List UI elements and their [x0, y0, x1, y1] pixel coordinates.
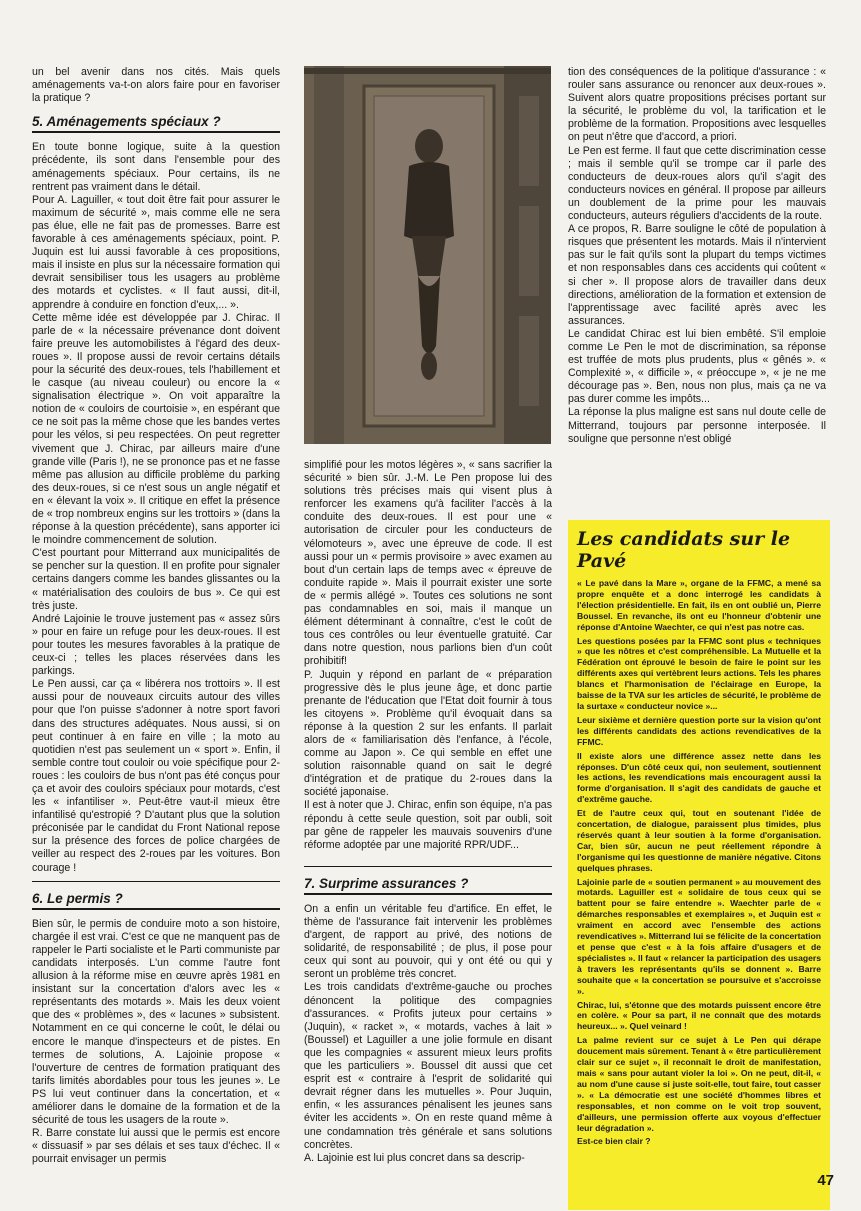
section-divider — [304, 866, 552, 867]
section-7-heading: 7. Surprime assurances ? — [304, 877, 552, 895]
section-5-paragraph: André Lajoinie le trouve justement pas « assez sûrs » pour en faire un refuge pour les deux-roues. Il est pour toutes les mesures favorables à la pratique de ceux-ci ; telles les places réservées dans les parkings. — [32, 612, 280, 678]
sidebar-paragraph: Les questions posées par la FFMC sont plus « techniques » que les nôtres et c'est compréhensible. La Mutuelle et la Fédération ont éprouvé le besoin de faire le point sur les différents axes qui vertèbrent leurs actions. Tels les phares blancs et l'harmonisation de l'éclairage en Europe, la baisse de la TVA sur les articles de sécurité, le problème de la surtaxe « conducteur novice »... — [577, 635, 821, 711]
section-6-paragraph: simplifié pour les motos légères », « sans sacrifier la sécurité » bien sûr. J.-M. Le Pen propose lui des solutions très précises mais qui visent plus à renforcer les examens qu'à faciliter l'accès à la conduite des deux-roues. Il est pour une « autorisation de circuler pour les conducteurs de vélomoteurs », avec une épreuve de code. Il est aussi pour un « permis provisoire » avec examen au bout d'un certain laps de temps avec « épreuve de conduite rapide ». Mais il pourrait exister une sorte de « permis allégé ». Toutes ces solutions ne sont pas condamnables en soi, mais il manque un élément déterminant à connaître, c'est le coût de tous ces contrôles ou leur éventuelle gratuité. Car dans notre question, nous parlions bien d'un coût prohibitif! — [304, 459, 552, 668]
section-6-paragraph: P. Juquin y répond en parlant de « préparation progressive dès le plus jeune âge, et donc partie prenante de l'éducation que l'Etat doit fournir à tous les citoyens ». Problème qu'il évoquait dans sa réponse à la question 2 sur les enfants. Il parlait alors de « familiarisation dès l'enfance, à l'école, comme au Japon ». Ce qui semble en effet une solution raisonnable quand on sait le degré d'intégration et de pratique du 2-roues dans la société japonaise. — [304, 668, 552, 799]
section-5-paragraph: En toute bonne logique, suite à la question précédente, ils sont dans l'ensemble pour des aménagements spéciaux. Pour certains, ils ne rentrent pas vraiment dans le détail. — [32, 141, 280, 193]
section-7-paragraph: Le candidat Chirac est lui bien embêté. S'il emploie comme Le Pen le mot de discrimination, sa réponse est truffée de mots plus prudents, plus « gênés ». « Complexité », « difficile », « préoccupe », « je ne me décourage pas ». Ben, nous non plus, mais ça ne va pas durer comme les impôts... — [568, 327, 826, 406]
sidebar-box — [568, 520, 830, 1210]
sidebar-paragraph: Chirac, lui, s'étonne que des motards puissent encore être en colère. « Pour sa part, il ne connaît que des motards heureux... ». Quel veinard ! — [577, 999, 821, 1032]
section-7-paragraph: On a enfin un véritable feu d'artifice. En effet, le thème de l'assurance fait intervenir les problèmes d'argent, de rapport au privé, des notions de solidarité, de responsabilité ; de plus, il pose pour ceux qui sont au pouvoir, qui y ont été ou qui y seront un problème très concret. — [304, 902, 552, 981]
section-7-paragraph: A. Lajoinie est lui plus concret dans sa descrip- — [304, 1151, 525, 1164]
sculpture-photo — [304, 66, 551, 444]
section-5-paragraph: Pour A. Laguiller, « tout doit être fait pour assurer le maximum de sécurité », mais comme elle ne sera pas élue, elle ne fait pas de promesses. Barre est favorable à ces aménagements spéciaux, point. P. Juquin est lui aussi favorable à ces propositions, mais il insiste en plus sur la nécessaire formation qui devrait sensibiliser tous les usagers au problème des motards et cyclistes. « Il faut aussi, dit-il, apprendre à conduire en fonction d'eux,... ». — [32, 193, 280, 311]
column-3 — [568, 66, 826, 446]
sidebar-paragraph: La palme revient sur ce sujet à Le Pen qui dérape doucement mais sûrement. Tenant à « être particulièrement clair sur ce sujet », il reconnaît le droit de manifestation, mais « sans pour autant violer la loi ». On ne peut, dit-il, « au nom d'une cause si juste soit-elle, tout faire, tout casser ». « La démocratie est une société d'hommes libres et responsables, et non comme on le voit trop souvent, d'ailleurs, une permission offerte aux voyous d'effectuer leur dégradation ». — [577, 1035, 821, 1133]
sidebar-paragraph: Est-ce bien clair ? — [577, 1136, 651, 1147]
section-divider — [32, 881, 280, 882]
section-7-paragraph: Les trois candidats d'extrême-gauche ou proches dénoncent la politique des compagnies d'assurances. « Profits juteux pour certains » (Juquin), « racket », « motards, vaches à lait » (Boussel) et Laguiller a une jolie formule en disant que les compagnies « assurent mieux leurs profits que les particuliers ». Boussel dit aussi que cet esprit est « contraire à l'esprit de solidarité qui devrait régner dans les mutuelles ». Pour Juquin, enfin, « les assurances pénalisent les jeunes sans éviter les accidents ». On en reste quand même à une condamnation très générale et sans solutions concrètes. — [304, 981, 552, 1151]
section-6-paragraph: R. Barre constate lui aussi que le permis est encore « dissuasif » par ses délais et ses taux d'échec. Il « pourrait envisager un permis — [32, 1127, 280, 1166]
column-1 — [32, 66, 280, 1167]
section-6-paragraph: Bien sûr, le permis de conduire moto a son histoire, chargée il est vrai. C'est ce que ne manquent pas de rappeler le Parti socialiste et le Parti communiste par candidats interposés. L'un comme l'autre font allusion à la réforme mise en œuvre après 1981 en insistant sur la concertation d'alors avec les « représentants des motards ». Mais les deux voient que des « problèmes », des « lacunes » subsistent. Notamment en ce qui concerne le coût, le délai ou encore le manque d'inspecteurs et de pistes. En termes de solutions, A. Lajoinie propose « l'ouverture de centres de formation pratiquant des tarifs limités abordables pour tous les jeunes ». Le PS lui veut continuer dans la concertation, et « améliorer dans le domaine de la formation et de la sécurité de tous les usagers de la route ». — [32, 917, 280, 1127]
sidebar-paragraph: Lajoinie parle de « soutien permanent » au mouvement des motards. Laguiller est « solidaire de tous ceux qui se battent pour se faire entendre ». Waechter parle de « démarches responsables et exemplaires », et Juquin est « vraiment en accord avec l'ensemble des actions revendicatives ». Mitterrand lui se félicite de la concertation et pense que c'est « à la fois affaire d'usagers et de spécialistes ». Il faut « relancer la participation des usagers à travers les représentants qu'ils se donnent ». Barre souhaite que « la concertation se poursuive et s'accroisse ». — [577, 876, 821, 996]
intro-paragraph: un bel avenir dans nos cités. Mais quels aménagements va-t-on alors faire pour en favoriser la pratique ? — [32, 66, 280, 105]
sidebar-paragraph: Et de l'autre ceux qui, tout en soutenant l'idée de concertation, de dialogue, paraissent plus timides, plus réservés quant à leur soutien à la forme d'organisation. Car, bien sûr, aucun ne peut réellement répondre à l'organisme qui les questionne de manière négative. Citons quelques phrases. — [577, 808, 821, 873]
sidebar-paragraph: « Le pavé dans la Mare », organe de la FFMC, a mené sa propre enquête et a donc interrogé les candidats à l'élection présidentielle. En fait, ils en ont oublié un, Pierre Boussel. En revanche, ils ont eu l'honneur d'obtenir une réponse d'Antoine Waechter, ce qui n'est pas notre cas. — [577, 578, 821, 632]
page-number: 47 — [817, 1172, 834, 1189]
column-2 — [304, 459, 552, 1165]
section-7-paragraph: La réponse la plus maligne est sans nul doute celle de Mitterrand, toujours par personne interposée. Il souligne que personne n'est obligé — [568, 406, 826, 445]
sidebar-paragraph: Leur sixième et dernière question porte sur la vision qu'ont les différents candidats des actions revendicatives de la FFMC. — [577, 714, 821, 747]
section-5-paragraph: Le Pen aussi, car ça « libérera nos trottoirs ». Il est aussi pour de nouveaux circuits autour des villes pour que l'on puisse s'adonner à notre sport favori dans des structures adéquates. Nous aussi, si on peut continuer à en faire en ville ; la moto au quotidien n'est pas seulement un « sport ». Enfin, il semble contre tout couloir ou voie spécifique pour 2-roues : les couloirs de bus n'ont pas été conçus pour ça et avoir des couloirs spéciaux pour motards, c'est les « infantiliser ». Peut-être vaut-il mieux être infantilisé qu'estropié ? D'autant plus que la solution préconisée par le candidat du Front National repose sur la présence des forces de police chargées de veiller au respect des 2-roues par les voitures. Bon courage ! — [32, 678, 280, 874]
section-6-heading: 6. Le permis ? — [32, 892, 280, 910]
sculpture-illustration — [304, 66, 551, 444]
section-5-paragraph: Cette même idée est développée par J. Chirac. Il parle de « la nécessaire prévenance dont doivent faire preuve les automobilistes à l'égard des deux-roues ». Il propose aussi de revoir certains détails pour la sécurité des deux-roues, tels l'habillement et le casque (au niveau couleur) ou encore la « signalisation électrique ». On voit apparaître la notion de « couloirs de courtoisie », en espérant que ce ne soit pas la même chose que les bandes vertes pour les vélos, si peu respectées. On peut regretter vivement que J. Chirac, par ailleurs maire d'une grande ville (Paris !), ne se prononce pas et ne fasse même pas allusion au difficile problème du parking des deux-roues, si ce n'est sous un angle négatif et en « élevant la voix ». Il critique en effet la présence de « trop nombreux engins sur les trottoirs » (dans la réponse à la question précédente), sans apporter ici le moindre commencement de solution. — [32, 311, 280, 547]
section-7-paragraph: Le Pen est ferme. Il faut que cette discrimination cesse ; mais il semble qu'il se trompe car il parle des conducteurs de deux-roues alors qu'il s'agit des conducteurs novices en général. Il propose par ailleurs un doublement de la prime pour les mauvais conducteurs, auteurs réguliers d'accidents de la route. — [568, 144, 826, 223]
section-5-paragraph: C'est pourtant pour Mitterrand aux municipalités de se pencher sur la question. Il en profite pour signaler certains dangers comme les bandes glissantes ou la « matérialisation des couloirs de bus ». Ce qui est très juste. — [32, 547, 280, 612]
sidebar-paragraph: Il existe alors une différence assez nette dans les réponses. D'un côté ceux qui, non seulement, soutiennent les actions, les revendications mais encouragent aussi la forme d'organisation. Il s'agit des candidats de gauche et d'extrême gauche. — [577, 750, 821, 805]
section-7-paragraph: A ce propos, R. Barre souligne le côté de population à risques que présentent les motards. Mais il n'intervient pas sur le fait qu'ils sont la plupart du temps victimes et non responsables dans ces accidents qui coûtent « si cher ». Il propose alors de travailler dans deux directions, amélioration de la formation et extension de l'apprentissage avec facilité après avec les assurances. — [568, 223, 826, 327]
section-6-paragraph: Il est à noter que J. Chirac, enfin son équipe, n'a pas répondu à cette seule question, soit par oubli, soit par gêne de rappeler les mauvais souvenirs d'une réforme adoptée par une majorité RPR/UDF... — [304, 799, 552, 851]
section-5-heading: 5. Aménagements spéciaux ? — [32, 115, 280, 133]
sidebar-title: Les candidats sur le Pavé — [577, 528, 791, 572]
section-7-paragraph: tion des conséquences de la politique d'assurance : « rouler sans assurance ou renoncer aux deux-roues ». Suivent alors quatre propositions précises portant sur la sécurité, le problème du vol, la tarification et le problème de la formation. Propositions avec lesquelles on peut n'être que d'accord, a priori. — [568, 66, 826, 144]
